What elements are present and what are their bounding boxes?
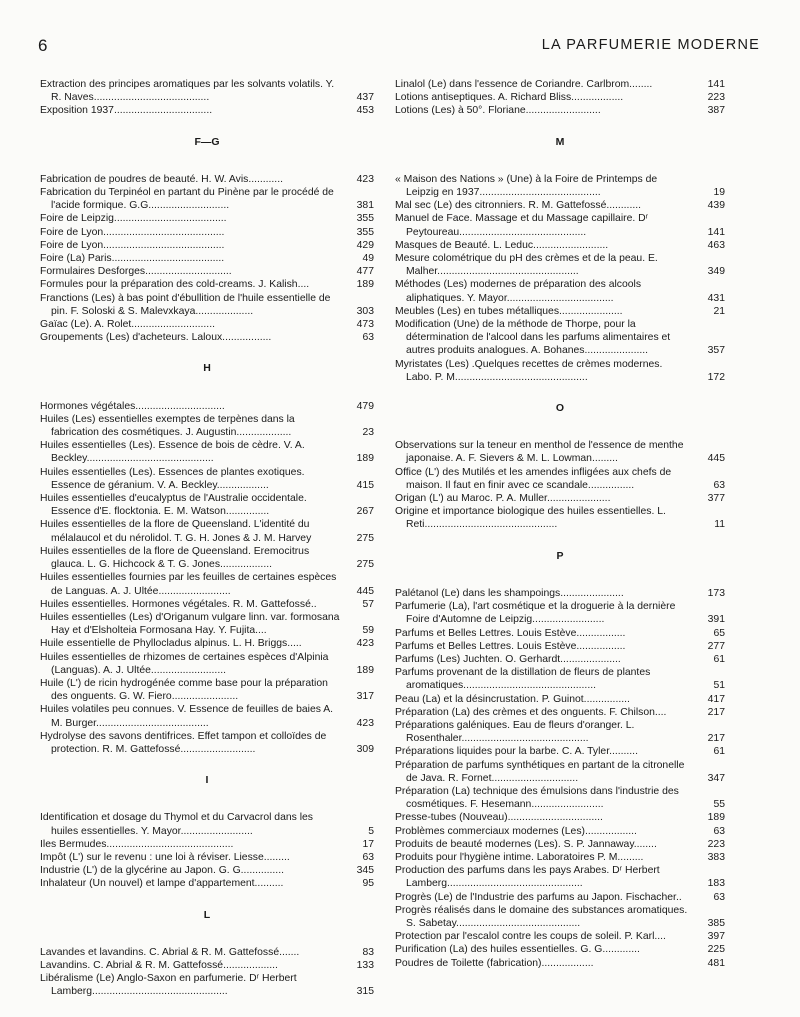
entry-title: Produits de beauté modernes (Les). S. P. Jannaway........ — [395, 838, 657, 850]
entry-title: Franctions (Les) à bas point d'ébullition de l'huile essentielle de pin. F. Soloski & S. Malevxkaya.................... — [40, 292, 331, 317]
entry-title: Progrès (Le) de l'Industrie des parfums au Japon. Fischacher.. — [395, 891, 682, 903]
index-entry — [40, 972, 374, 998]
index-entry — [40, 318, 374, 331]
entry-page-number: 57 — [362, 598, 374, 610]
index-entry — [40, 598, 374, 611]
index-entry — [395, 305, 725, 318]
entry-title: Formulaires Desforges.............................. — [40, 266, 232, 278]
entry-page-number: 423 — [356, 717, 374, 729]
entry-title: Meubles (Les) en tubes métalliques...................... — [395, 305, 623, 317]
entry-page-number: 381 — [356, 200, 374, 212]
entry-page-number: 95 — [362, 878, 374, 890]
entry-page-number: 309 — [356, 743, 374, 755]
index-entry — [395, 904, 725, 930]
entry-title: Méthodes (Les) modernes de préparation des alcools aliphatiques. Y. Mayor..................................... — [395, 279, 642, 304]
index-entry — [395, 930, 725, 943]
entry-title: Masques de Beauté. L. Leduc.......................... — [395, 239, 609, 251]
entry-title: Manuel de Face. Massage et du Massage capillaire. Dʳ Peytoureau............................................ — [395, 213, 649, 238]
index-entry — [395, 640, 725, 653]
index-entry — [395, 838, 725, 851]
entry-page-number: 63 — [362, 851, 374, 863]
entry-title: Produits pour l'hygiène intime. Laboratoires P. M......... — [395, 851, 644, 863]
index-entry — [395, 600, 725, 626]
entry-page-number: 173 — [707, 587, 725, 599]
index-entry — [40, 946, 374, 959]
entry-page-number: 21 — [713, 305, 725, 317]
entry-title: Lotions antiseptiques. A. Richard Bliss.................. — [395, 92, 624, 104]
entry-page-number: 19 — [713, 187, 725, 199]
index-entry — [395, 173, 725, 199]
entry-page-number: 357 — [707, 345, 725, 357]
entry-title: Lotions (Les) à 50°. Floriane.......................... — [395, 105, 601, 117]
entry-page-number: 83 — [362, 946, 374, 958]
index-entry — [40, 400, 374, 413]
entry-page-number: 345 — [356, 865, 374, 877]
entry-page-number: 383 — [707, 851, 725, 863]
index-section — [395, 550, 725, 970]
entry-page-number: 141 — [707, 79, 725, 90]
entry-page-number: 349 — [707, 266, 725, 278]
entry-page-number: 347 — [707, 772, 725, 784]
entry-page-number: 423 — [356, 173, 374, 185]
entry-page-number: 387 — [707, 105, 725, 117]
section-letter: P — [556, 549, 564, 562]
index-entry — [40, 466, 374, 492]
entry-page-number: 391 — [707, 614, 725, 626]
entry-title: Préparations liquides pour la barbe. C. A. Tyler.......... — [395, 746, 638, 758]
section-letter: O — [555, 402, 565, 415]
entry-title: Huile essentielle de Phyllocladus alpinus. L. H. Briggs..... — [40, 638, 302, 650]
index-entry — [40, 637, 374, 650]
entry-page-number: 141 — [707, 226, 725, 238]
entry-page-number: 183 — [707, 878, 725, 890]
index-section — [40, 909, 374, 999]
entry-page-number: 431 — [707, 292, 725, 304]
index-entry — [40, 239, 374, 252]
entry-title: Préparation (La) des crèmes et des onguents. F. Chilson.... — [395, 706, 667, 718]
index-section — [40, 136, 374, 345]
section-letter: I — [205, 774, 209, 787]
entry-title: Huile (L') de ricin hydrogénée comme base pour la préparation des onguents. G. W. Fiero....................... — [40, 677, 328, 703]
entry-title: Observations sur la teneur en menthol de l'essence de menthe japonaise. A. F. Sievers & M. L. Lowman......... — [395, 440, 684, 465]
entry-title: Mesure colométrique du pH des crèmes et de la peau. E. Malher................................................. — [395, 253, 658, 278]
entry-page-number: 303 — [356, 305, 374, 317]
entry-title: Origan (L') au Maroc. P. A. Muller...................... — [395, 493, 611, 505]
index-entry — [395, 851, 725, 864]
entry-title: Linalol (Le) dans l'essence de Coriandre. Carlbrom........ — [395, 79, 653, 90]
entry-title: Hormones végétales............................... — [40, 400, 225, 412]
entry-page-number: 463 — [707, 239, 725, 251]
entry-title: Parfums et Belles Lettres. Louis Estève................. — [395, 627, 626, 639]
index-entry — [395, 785, 725, 811]
index-entry — [395, 587, 725, 600]
entry-title: Groupements (Les) d'acheteurs. Laloux................. — [40, 332, 272, 344]
entry-page-number: 445 — [707, 453, 725, 465]
entry-page-number: 23 — [362, 427, 374, 439]
index-entry — [395, 891, 725, 904]
index-entry — [40, 331, 374, 344]
entry-page-number: 385 — [707, 917, 725, 929]
entry-title: Foire de Lyon.......................................... — [40, 239, 225, 251]
entry-title: Préparation de parfums synthétiques en partant de la citronelle de Java. R. Fornet.............................. — [395, 759, 685, 784]
entry-title: Parfumerie (La), l'art cosmétique et la droguerie à la dernière Foire d'Automne de Leipzig......................... — [395, 601, 676, 626]
index-entry — [395, 719, 725, 745]
index-entry — [40, 838, 374, 851]
section-letter: L — [203, 908, 211, 921]
index-entry — [395, 505, 725, 531]
section-letter: M — [555, 135, 565, 148]
entry-title: Parfums et Belles Lettres. Louis Estève................. — [395, 640, 626, 652]
entry-page-number: 217 — [707, 706, 725, 718]
entry-title: Parfums (Les) Juchten. O. Gerhardt..................... — [395, 653, 621, 665]
entry-title: Huiles essentielles de la flore de Queensland. Eremocitrus glauca. L. G. Hichcock & T. G. Jones.................. — [40, 545, 310, 571]
index-entry — [40, 703, 374, 729]
index-entry — [395, 706, 725, 719]
entry-title: Origine et importance biologique des huiles essentielles. L. Reti.............................................. — [395, 506, 666, 531]
entry-title: Impôt (L') sur le revenu : une loi à réviser. Liesse......... — [40, 851, 290, 863]
entry-page-number: 17 — [362, 838, 374, 850]
entry-page-number: 267 — [356, 506, 374, 518]
index-entry — [395, 91, 725, 104]
entry-title: Fabrication de poudres de beauté. H. W. Avis............ — [40, 173, 283, 185]
entry-title: Foire (La) Paris....................................... — [40, 253, 225, 265]
entry-page-number: 189 — [356, 453, 374, 465]
index-entry — [395, 492, 725, 505]
entry-page-number: 223 — [707, 92, 725, 104]
index-entry — [395, 466, 725, 492]
entry-page-number: 133 — [356, 959, 374, 971]
entry-page-number: 5 — [368, 825, 374, 837]
index-entry — [395, 358, 725, 384]
index-entry — [395, 693, 725, 706]
index-entry — [40, 278, 374, 291]
index-entry — [395, 239, 725, 252]
entry-title: Lavandes et lavandins. C. Abrial & R. M. Gattefossé....... — [40, 946, 300, 958]
entry-title: Huiles essentielles (Les). Essences de plantes exotiques. Essence de géranium. V. A. Beckley.................. — [40, 466, 305, 491]
index-entry — [395, 278, 725, 304]
index-entry — [395, 78, 725, 91]
entry-title: Extraction des principes aromatiques par les solvants volatils. Y. R. Naves........................................ — [40, 79, 335, 104]
entry-page-number: 59 — [362, 625, 374, 637]
index-column-left — [40, 78, 374, 1017]
entry-title: Peau (La) et la désincrustation. P. Guinot................ — [395, 693, 630, 705]
entry-title: Foire de Leipzig....................................... — [40, 213, 227, 225]
entry-title: Huiles (Les) essentielles exemptes de terpènes dans la fabrication des cosmétiques. J. Augustin................... — [40, 413, 295, 439]
index-column-right — [395, 78, 725, 988]
index-entry — [40, 252, 374, 265]
section-letter: F—G — [194, 135, 220, 148]
entry-page-number: 275 — [356, 532, 374, 544]
entry-title: Libéralisme (Le) Anglo-Saxon en parfumerie. Dʳ Herbert Lamberg............................................... — [40, 973, 297, 998]
entry-title: Parfums provenant de la distillation de fleurs de plantes aromatiques.............................................. — [395, 667, 651, 692]
entry-page-number: 63 — [713, 825, 725, 837]
index-entry — [395, 104, 725, 117]
entry-title: Huiles essentielles. Hormones végétales. R. M. Gattefossé.. — [40, 598, 317, 610]
index-entry — [395, 318, 725, 358]
entry-page-number: 189 — [356, 279, 374, 291]
entry-page-number: 189 — [707, 812, 725, 824]
entry-title: Mal sec (Le) des citronniers. R. M. Gattefossé............ — [395, 200, 641, 212]
index-section — [395, 136, 725, 384]
entry-page-number: 63 — [713, 479, 725, 491]
index-entry — [40, 571, 374, 597]
entry-page-number: 55 — [713, 799, 725, 811]
entry-title: Iles Bermudes............................................ — [40, 838, 234, 850]
index-entry — [40, 439, 374, 465]
index-entry — [40, 413, 374, 439]
index-section — [395, 402, 725, 532]
entry-title: Industrie (L') de la glycérine au Japon. G. G............... — [40, 865, 284, 877]
entry-page-number: 453 — [356, 105, 374, 117]
entry-title: Formules pour la préparation des cold-creams. J. Kalish.... — [40, 279, 310, 291]
entry-title: Huiles essentielles (Les) d'Origanum vulgare linn. var. formosana Hay et d'Elsholteia Formosana Hay. Y. Fujita.... — [40, 611, 340, 637]
index-entry — [395, 943, 725, 956]
index-entry — [40, 292, 374, 318]
entry-page-number: 445 — [356, 585, 374, 597]
index-entry — [40, 811, 374, 837]
entry-title: Huiles essentielles (Les). Essence de bois de cèdre. V. A. Beckley............................................ — [40, 440, 305, 465]
entry-title: Préparation (La) technique des émulsions dans l'industrie des cosmétiques. F. Hesemann......................... — [395, 785, 679, 811]
entry-title: Problèmes commerciaux modernes (Les).................. — [395, 825, 637, 837]
entry-title: Lavandins. C. Abrial & R. M. Gattefossé................... — [40, 959, 278, 971]
entry-page-number: 317 — [356, 691, 374, 703]
page-number: 6 — [38, 36, 48, 55]
entry-title: Fabrication du Terpinéol en partant du Pinène par le procédé de l'acide formique. G.G............................ — [40, 187, 334, 212]
index-entry — [40, 851, 374, 864]
index-entry — [40, 677, 374, 703]
entry-title: Huiles essentielles de rhizomes de certaines espèces d'Alpinia (Languas). A. J. Ultée.......................... — [40, 651, 329, 676]
entry-page-number: 481 — [707, 957, 725, 969]
entry-title: Presse-tubes (Nouveau)................................. — [395, 812, 603, 824]
index-section — [40, 362, 374, 756]
entry-page-number: 397 — [707, 931, 725, 943]
entry-title: Inhalateur (Un nouvel) et lampe d'appartement.......... — [40, 878, 284, 890]
entry-page-number: 11 — [714, 519, 725, 531]
index-entry — [395, 653, 725, 666]
index-entry — [40, 186, 374, 212]
entry-title: Hydrolyse des savons dentifrices. Effet tampon et colloïdes de protection. R. M. Gattefossé.......................... — [40, 730, 327, 755]
index-section — [40, 78, 374, 118]
entry-page-number: 65 — [713, 627, 725, 639]
index-entry — [40, 212, 374, 225]
entry-page-number: 217 — [707, 733, 725, 745]
entry-title: Gaïac (Le). A. Rolet............................. — [40, 319, 215, 331]
index-entry — [395, 199, 725, 212]
entry-page-number: 355 — [356, 213, 374, 225]
entry-page-number: 189 — [356, 664, 374, 676]
index-entry — [40, 545, 374, 571]
entry-page-number: 275 — [356, 559, 374, 571]
index-entry — [395, 745, 725, 758]
index-entry — [40, 104, 374, 117]
entry-page-number: 417 — [707, 693, 725, 705]
entry-title: Office (L') des Mutilés et les amendes infligées aux chefs de maison. Il faut en finir avec ce scandale................ — [395, 466, 672, 491]
section-letter: H — [203, 362, 211, 375]
entry-title: Production des parfums dans les pays Arabes. Dʳ Herbert Lamberg............................................... — [395, 865, 660, 890]
entry-page-number: 473 — [356, 319, 374, 331]
entry-page-number: 423 — [356, 638, 374, 650]
index-entry — [395, 811, 725, 824]
index-entry — [40, 226, 374, 239]
index-entry — [40, 877, 374, 890]
entry-page-number: 49 — [362, 253, 374, 265]
index-entry — [395, 252, 725, 278]
index-entry — [395, 439, 725, 465]
index-section — [395, 78, 725, 118]
entry-title: « Maison des Nations » (Une) à la Foire de Printemps de Leipzig en 1937.......................................... — [395, 173, 658, 199]
entry-title: Palétanol (Le) dans les shampoings...................... — [395, 587, 624, 599]
running-title: LA PARFUMERIE MODERNE — [541, 37, 760, 53]
entry-page-number: 63 — [713, 891, 725, 903]
entry-page-number: 51 — [713, 680, 725, 692]
index-entry — [40, 173, 374, 186]
index-entry — [40, 78, 374, 104]
entry-title: Huiles essentielles de la flore de Queensland. L'identité du mélalaucol et du nérolidol. T. G. H. Jones & J. M. Harvey — [40, 519, 312, 544]
entry-title: Identification et dosage du Thymol et du Carvacrol dans les huiles essentielles. Y. Mayor......................... — [40, 812, 314, 837]
index-entry — [40, 611, 374, 637]
index-entry — [40, 651, 374, 677]
index-entry — [395, 957, 725, 970]
entry-title: Protection par l'escalol contre les coups de soleil. P. Karl.... — [395, 931, 666, 943]
entry-title: Préparations galéniques. Eau de fleurs d'oranger. L. Rosenthaler............................................ — [395, 719, 635, 745]
entry-page-number: 479 — [356, 400, 374, 412]
entry-title: Huiles essentielles d'eucalyptus de l'Australie occidentale. Essence d'E. flocktonia. E. M. Watson............... — [40, 493, 307, 518]
entry-page-number: 61 — [713, 746, 725, 758]
entry-page-number: 437 — [356, 92, 374, 104]
entry-page-number: 315 — [356, 986, 374, 998]
index-entry — [40, 730, 374, 756]
index-entry — [395, 627, 725, 640]
entry-page-number: 225 — [707, 944, 725, 956]
entry-page-number: 477 — [356, 266, 374, 278]
index-entry — [40, 864, 374, 877]
entry-title: Foire de Lyon.......................................... — [40, 226, 225, 238]
entry-page-number: 355 — [356, 226, 374, 238]
index-entry — [395, 759, 725, 785]
entry-title: Exposition 1937.................................. — [40, 105, 213, 117]
index-entry — [40, 959, 374, 972]
index-entry — [395, 666, 725, 692]
entry-page-number: 223 — [707, 838, 725, 850]
entry-page-number: 415 — [356, 479, 374, 491]
index-entry — [395, 864, 725, 890]
entry-title: Modification (Une) de la méthode de Thorpe, pour la détermination de l'alcool dans les parfums alimentaires et autres produits analogues. A. Bohanes...................... — [395, 319, 671, 357]
entry-title: Purification (La) des huiles essentielles. G. G............. — [395, 944, 640, 956]
entry-page-number: 429 — [356, 239, 374, 251]
entry-title: Myristates (Les) .Quelques recettes de crèmes modernes. Labo. P. M.............................................. — [395, 358, 663, 383]
entry-page-number: 61 — [713, 653, 725, 665]
entry-page-number: 172 — [707, 371, 725, 383]
entry-title: Huiles volatiles peu connues. V. Essence de feuilles de baies A. M. Burger....................................... — [40, 704, 334, 729]
entry-title: Progrès réalisés dans le domaine des substances aromatiques. S. Sabetay........................................... — [395, 904, 688, 929]
entry-page-number: 277 — [707, 640, 725, 652]
entry-page-number: 63 — [362, 332, 374, 344]
index-section — [40, 774, 374, 890]
entry-title: Poudres de Toilette (fabrication).................. — [395, 957, 594, 969]
entry-page-number: 377 — [707, 493, 725, 505]
index-entry — [40, 518, 374, 544]
entry-page-number: 439 — [707, 200, 725, 212]
entry-title: Huiles essentielles fournies par les feuilles de certaines espèces de Languas. A. J. Ultée......................... — [40, 572, 337, 597]
index-entry — [40, 265, 374, 278]
index-entry — [395, 825, 725, 838]
index-entry — [395, 212, 725, 238]
index-entry — [40, 492, 374, 518]
